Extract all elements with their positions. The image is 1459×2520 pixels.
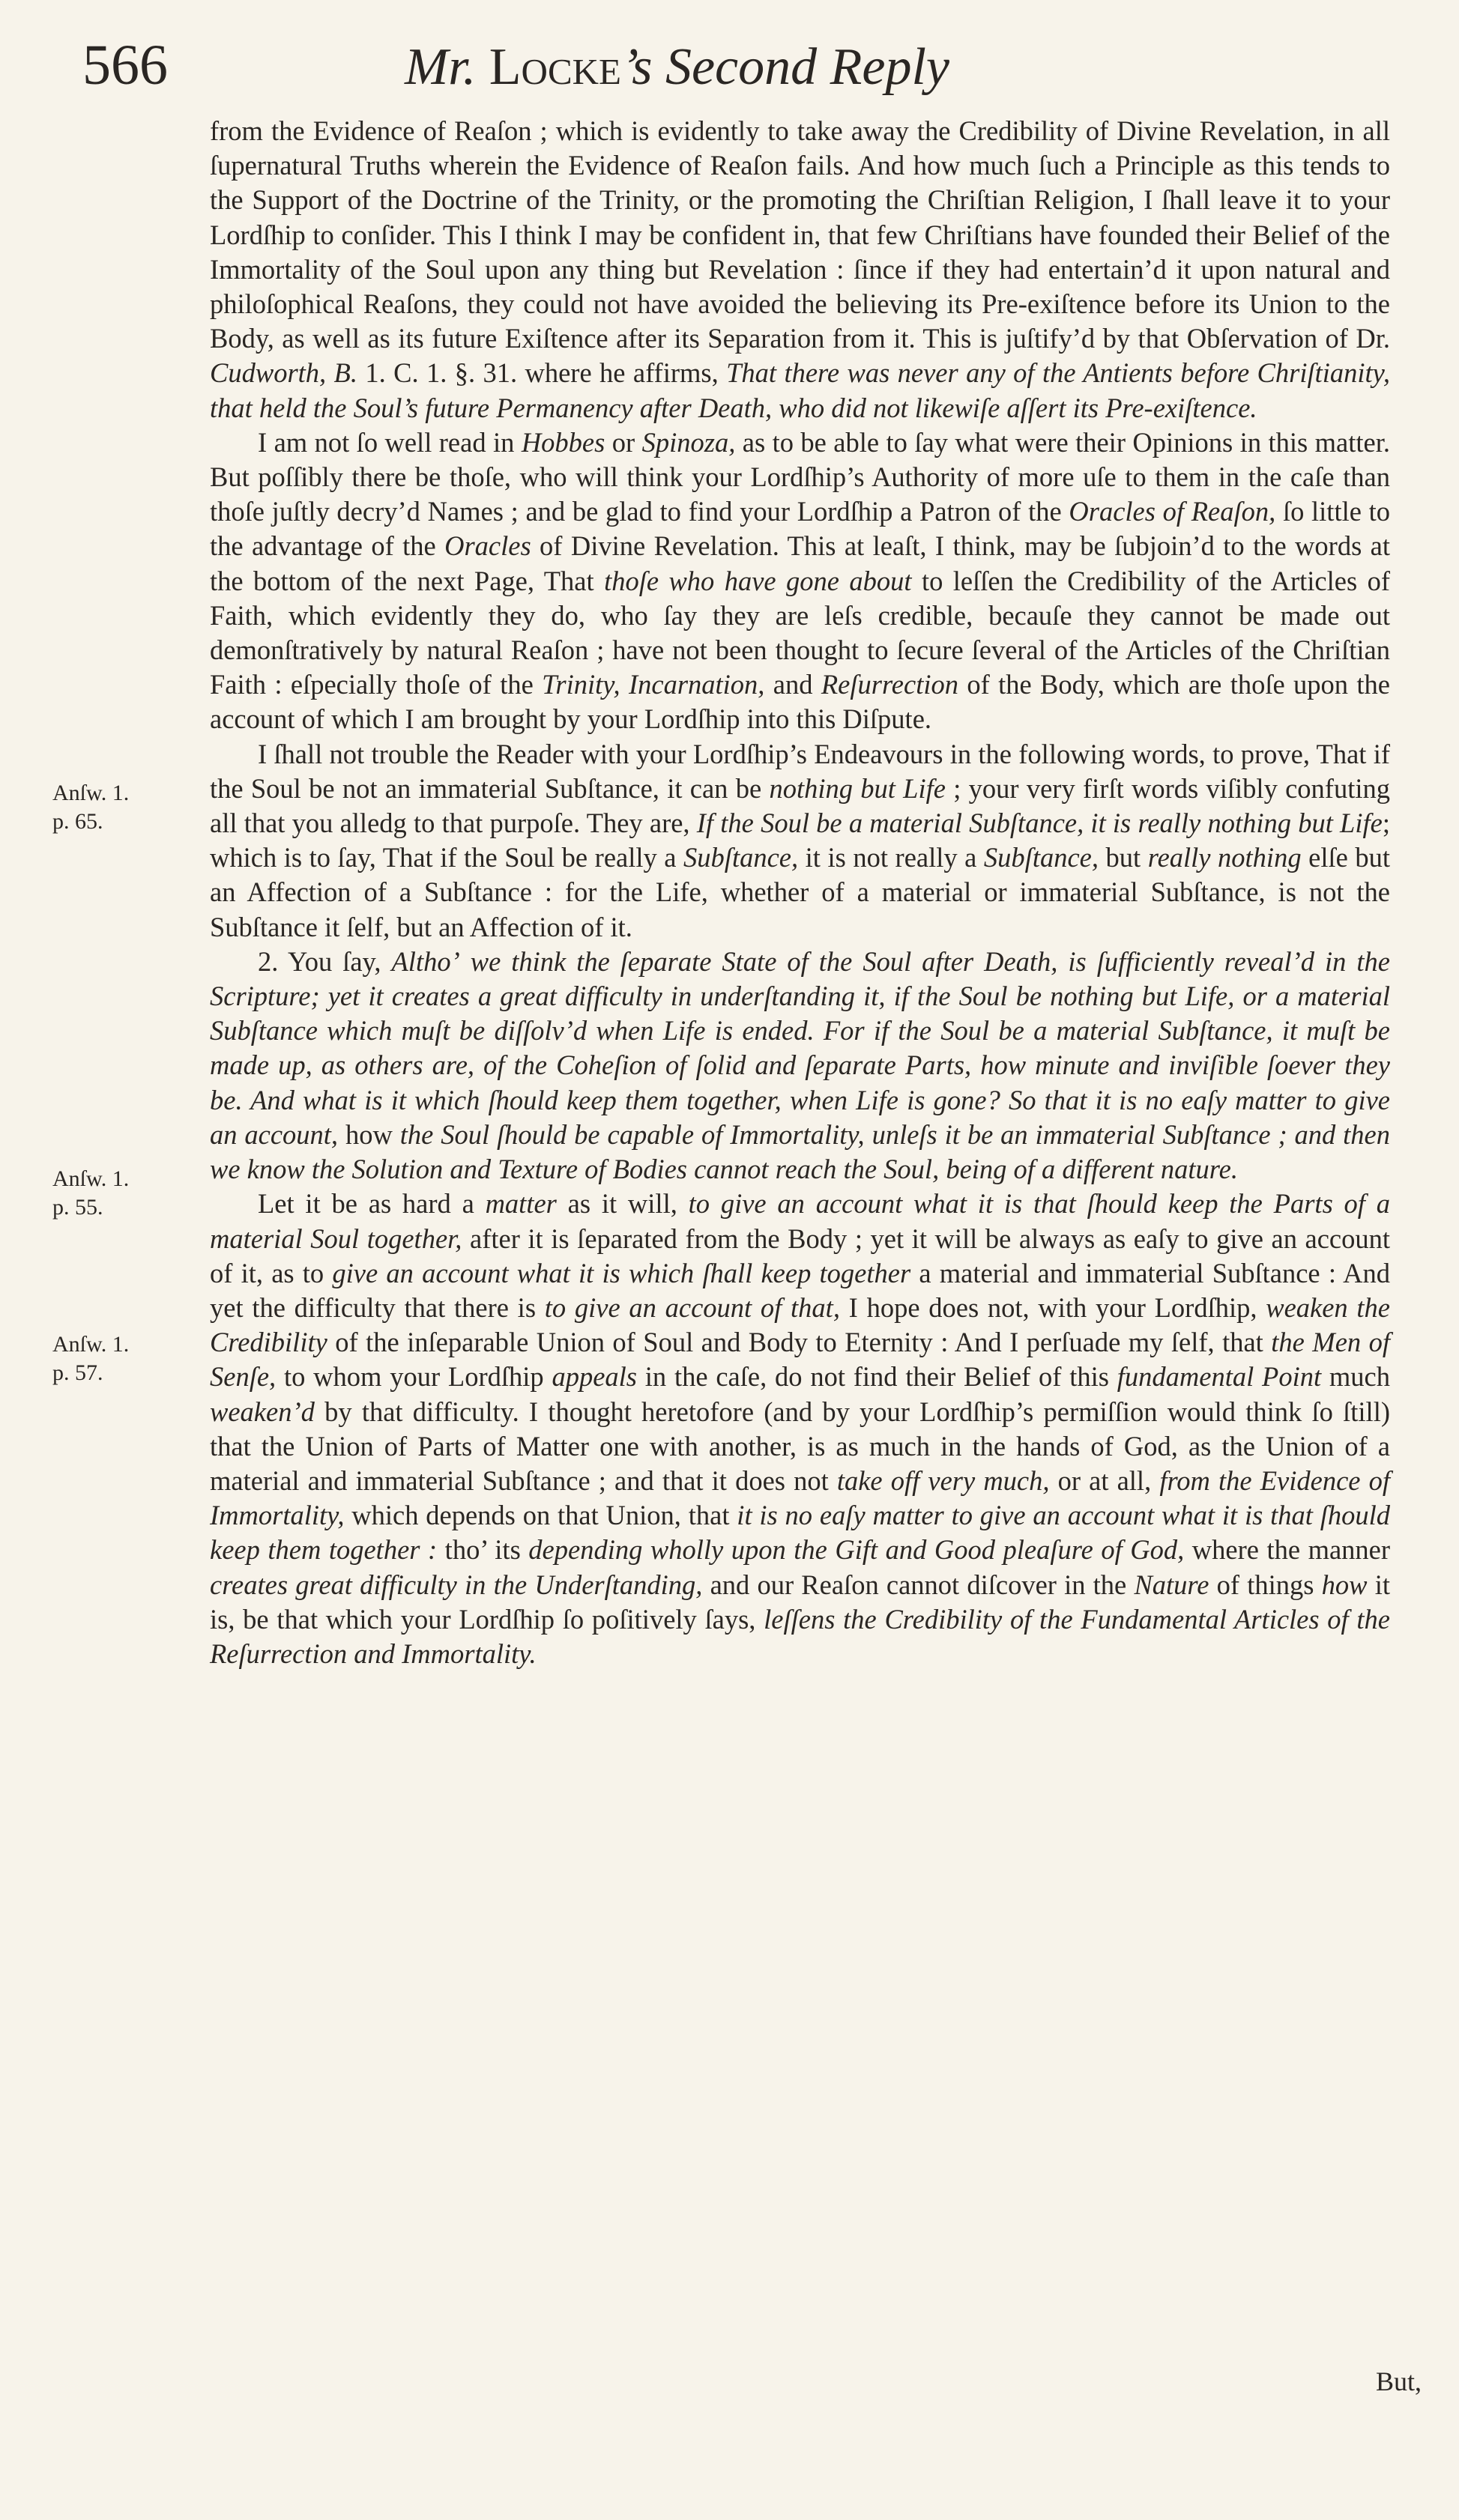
italic-text: Spinoza, <box>641 426 736 458</box>
margin-note-ref: Anſw. 1. <box>52 1166 130 1191</box>
text-run: 2. You ſay, <box>258 945 392 977</box>
text-run: 1. C. 1. §. 31. where he affirms, <box>357 357 727 389</box>
text-run: ; which is to ſay, That if the Soul be really a <box>210 808 1390 873</box>
text-run <box>460 946 471 977</box>
italic-text: weaken the Credibility <box>210 1291 1391 1358</box>
text-run: of Divine Revelation. This at leaſt, I think, may be ſubjoin’d to the words at the bottom of the next Page, That <box>210 530 1390 596</box>
margin-note-ref: Anſw. 1. <box>52 1332 130 1357</box>
italic-text: thoſe who have gone about <box>604 565 912 596</box>
italic-text: Oracles <box>444 530 531 562</box>
italic-text: Subſtance, <box>683 842 799 873</box>
text-run: tho’ its <box>437 1534 529 1566</box>
text-run: and <box>764 669 821 700</box>
text-run: a material and immaterial Subſtance : And yet the difficulty that there is <box>210 1257 1391 1323</box>
italic-text: Cudworth, B. <box>210 357 357 389</box>
margin-note-page: p. 57. <box>52 1360 103 1385</box>
italic-text: matter <box>485 1188 557 1220</box>
text-run: but <box>1098 842 1148 873</box>
text-run: as to be able to ſay what were their Opinions in this matter. But poſſibly there be thoſe, who will think your Lordſhip’s Authority of more uſe to them in the caſe than thoſe juſtly decry’d Names ; and be glad to find your Lordſhip a Patron of the <box>210 426 1390 527</box>
italic-text: creates great difficulty in the Underſtanding, <box>210 1569 703 1600</box>
italic-text: That there was never any of the Antients before Chriſtianity, that held the Soul’s future Permanency after Death, who did not likewiſe aſſert its Pre-exiſtence. <box>210 357 1390 423</box>
italic-text: Oracles of Reaſon, <box>1069 496 1276 527</box>
italic-text: leſſens the Credibility of the Fundamental Articles of the Reſurrection and Immortality. <box>210 1603 1390 1669</box>
text-run: ; your very firſt words viſibly confuting all that you alledg to that purpoſe. They are, <box>210 772 1390 839</box>
text-run: which depends on that Union, that <box>344 1500 737 1531</box>
italic-text: fundamental Point <box>1117 1361 1322 1393</box>
italic-text: take off very much, <box>836 1465 1050 1496</box>
page-number: 566 <box>82 34 168 97</box>
italic-text: to give an account of that, <box>544 1291 840 1323</box>
text-run: it is not really a <box>798 842 984 873</box>
italic-text: really nothing <box>1147 842 1302 873</box>
italic-text: how <box>1321 1569 1368 1600</box>
text-run: much <box>1321 1361 1390 1393</box>
page-header <box>45 33 1409 115</box>
italic-text: appeals <box>552 1361 637 1393</box>
text-run: to leſſen the Credibility of the Articles of Faith, which evidently they do, who ſay they are leſs credible, becauſe they cannot be made out demonſtratively by natural Reaſon ; have not been thought to ſecure ſeveral of the Articles of the Chriſtian Faith : eſpecially thoſe of the <box>210 565 1391 700</box>
text-run: Let it be as hard a <box>258 1188 486 1220</box>
italic-text: Hobbes <box>521 426 605 458</box>
text-run: elſe but an Affection of a Subſtance : for the Life, whether of a material or immaterial Subſtance, is not the Subſtance it ſelf, but an Affection of it. <box>210 842 1390 942</box>
italic-text: from the Evidence of Immortality, <box>210 1465 1390 1531</box>
paragraph <box>210 114 1390 425</box>
italic-text: Altho’ <box>391 945 460 977</box>
running-head <box>405 37 949 97</box>
italic-text: weaken’d <box>210 1396 315 1427</box>
italic-text: nothing but Life <box>769 772 946 804</box>
text-run: as it will, <box>556 1188 689 1220</box>
text-run: of the inſeparable Union of Soul and Body to Eternity : And I perſuade my ſelf, that <box>327 1327 1272 1358</box>
margin-note-page: p. 55. <box>52 1195 103 1220</box>
text-run: where the manner <box>1184 1534 1391 1566</box>
italic-text: depending wholly upon the Gift and Good pleaſure of God, <box>528 1534 1185 1566</box>
running-head-title: ’s Second Reply <box>620 38 949 96</box>
text-run: after it is ſeparated from the Body ; yet it will be always as eaſy to give an account of it, as to <box>210 1223 1391 1288</box>
italic-text: Subſtance, <box>983 842 1099 873</box>
italic-text: to give an account what it is that ſhould keep the Parts of a material Soul together, <box>210 1188 1390 1254</box>
running-head-prefix: Mr. <box>405 38 489 96</box>
italic-text: Nature <box>1134 1569 1209 1600</box>
paragraph <box>210 737 1390 945</box>
italic-text: give an account what it is which ſhall keep together <box>332 1257 911 1288</box>
italic-text: the Soul ſhould be capable of Immortality, unleſs it be an immaterial Subſtance ; and then we know the Solution and Texture of Bodies cannot reach the Soul, being of a different nature. <box>210 1118 1391 1185</box>
margin-note-ref: Anſw. 1. <box>52 781 130 805</box>
text-run: from the Evidence of Reaſon ; which is evidently to take away the Credibility of Divine Revelation, in all ſupernatural Truths wherein the Evidence of Reaſon fails. And how much ſuch a Principle as this tends to the Support of the Doctrine of the Trinity, or the promoting the Chriſtian Religion, I ſhall leave it to your Lordſhip to conſider. This I think I may be confident in, that few Chriſtians have founded their Belief of the Immortality of the Soul upon any thing but Revelation : ſince if they had entertain’d it upon natural and philoſophical Reaſons, they could not have avoided the believing its Pre-exiſtence before its Union to the Body, as well as its future Exiſtence after its Separation from it. This is juſtify’d by that Obſervation of Dr. <box>210 115 1390 354</box>
margin-note <box>52 1165 187 1222</box>
paragraph <box>210 945 1390 1187</box>
text-run: and our Reaſon cannot diſcover in the <box>702 1569 1135 1600</box>
italic-text: If the Soul be a material Subſtance, it is really nothing but Life <box>696 808 1383 839</box>
text-run: in the caſe, do not find their Belief of this <box>636 1361 1117 1393</box>
text-run: to whom your Lordſhip <box>276 1361 552 1393</box>
text-run: how <box>338 1118 400 1150</box>
text-run: of things <box>1209 1569 1322 1600</box>
text-run: or at all, <box>1049 1465 1160 1496</box>
body-text <box>210 114 1390 1671</box>
text-run: or <box>605 426 642 458</box>
text-run: I ſhall not trouble the Reader with your Lordſhip’s Endeavours in the following words, to prove, That if the Soul be not an immaterial Subſtance, it can be <box>210 738 1390 804</box>
text-run: by that difficulty. I thought heretofore (and by your Lordſhip’s permiſſion would think ſo ſtill) that the Union of Parts of Matter one with another, is as much in the hands of God, as the Union of a material and immaterial Subſtance ; and that it does not <box>210 1396 1390 1496</box>
running-head-name: Locke <box>489 38 621 96</box>
text-run: it is, be that which your Lordſhip ſo poſitively ſays, <box>210 1569 1390 1635</box>
text-run: ſo little to the advantage of the <box>210 496 1391 562</box>
catchword: But, <box>1375 2366 1422 2396</box>
italic-text: Reſurrection <box>821 669 958 700</box>
paragraph <box>210 1187 1390 1671</box>
margin-note-page: p. 65. <box>52 809 103 834</box>
italic-text: we think the ſeparate State of the Soul after Death, is ſufficiently reveal’d in the Scripture; yet it creates a great difficulty in underſtanding it, if the Soul be nothing but Life, or a material Subſtance which muſt be diſſolv’d when Life is ended. For if the Soul be a material Subſtance, it muſt be made up, as others are, of the Coheſion of ſolid and ſeparate Parts, how minute and inviſible ſoever they be. And what is it which ſhould keep them together, when Life is gone? So that it is no eaſy matter to give an account, <box>210 945 1390 1150</box>
italic-text: it is no eaſy matter to give an account what it is that ſhould keep them together : <box>210 1500 1390 1566</box>
text-run: I hope does not, with your Lordſhip, <box>839 1291 1266 1323</box>
text-run: I am not ſo well read in <box>258 426 522 458</box>
margin-note <box>52 1330 187 1387</box>
paragraph <box>210 425 1390 737</box>
italic-text: Trinity, Incarnation, <box>542 669 765 700</box>
margin-note <box>52 779 187 836</box>
italic-text: the Men of Senſe, <box>210 1327 1390 1393</box>
text-run: of the Body, which are thoſe upon the account of which I am brought by your Lordſhip into this Diſpute. <box>210 669 1390 735</box>
